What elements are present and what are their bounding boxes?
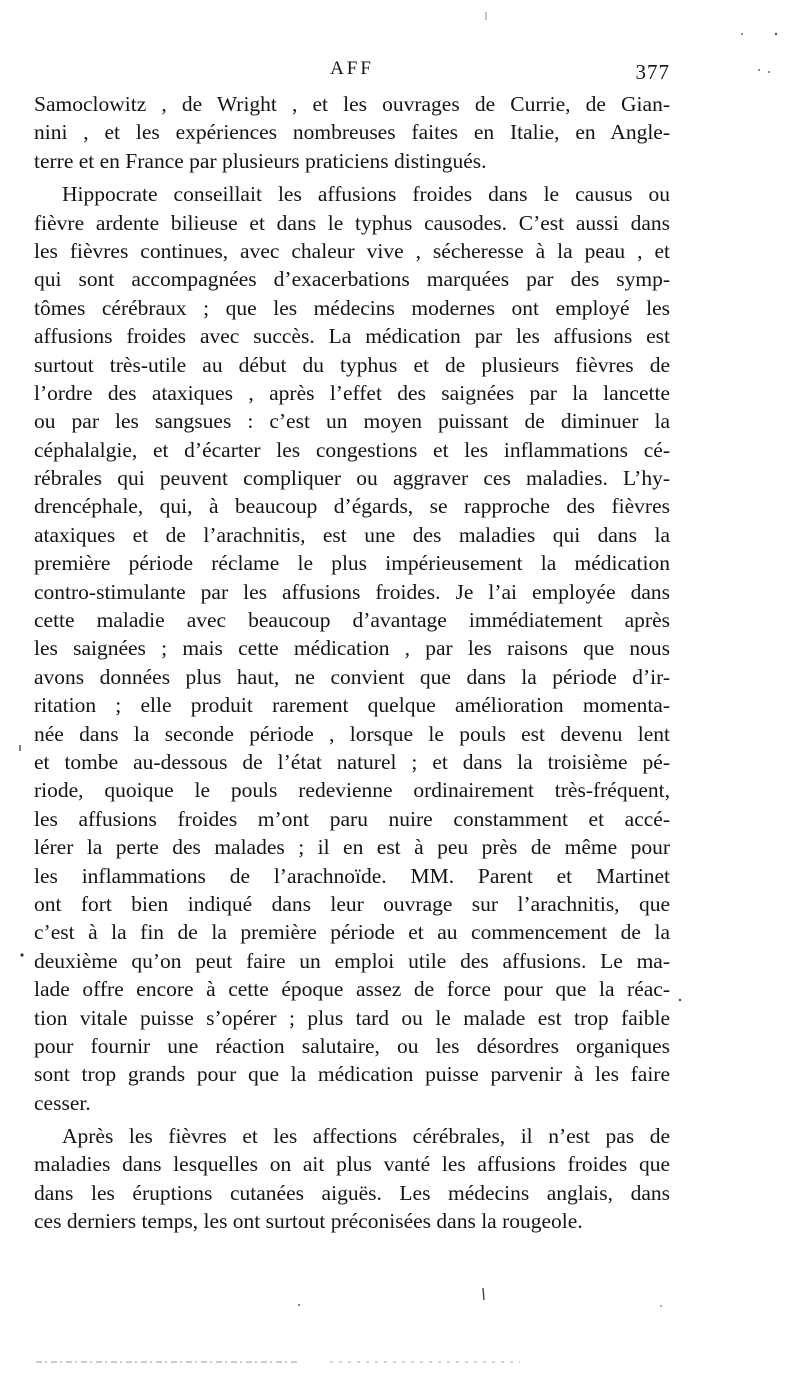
speck bbox=[741, 33, 743, 35]
text-line: et tombe au-dessous de l’état naturel ; et dans la troisième pé- bbox=[34, 749, 670, 774]
text-line: cette maladie avec beaucoup d’avantage immédiatement après bbox=[34, 608, 670, 633]
text-line: céphalalgie, et d’écarter les congestions et les inflammations cé- bbox=[34, 437, 670, 462]
text-line: fièvre ardente bilieuse et dans le typhus causodes. C’est aussi dans bbox=[34, 210, 670, 235]
text-line: qui sont accompagnées d’exacerbations marquées par des symp- bbox=[34, 267, 670, 292]
text-line: affusions froides avec succès. La médication par les affusions est bbox=[34, 324, 670, 349]
text-line: pour fournir une réaction salutaire, ou les désordres organiques bbox=[34, 1033, 670, 1058]
text-line: c’est à la fin de la première période et au commencement de la bbox=[34, 920, 670, 945]
text-line: lade offre encore à cette époque assez de force pour que la réac- bbox=[34, 977, 670, 1002]
text-line: ataxiques et de l’arachnitis, est une des maladies qui dans la bbox=[34, 522, 670, 547]
text-line: deuxième qu’on peut faire un emploi utile des affusions. Le ma- bbox=[34, 948, 670, 973]
text-line: les affusions froides m’ont paru nuire constamment et accé- bbox=[34, 806, 670, 831]
speck bbox=[775, 33, 777, 35]
paragraph bbox=[34, 1122, 670, 1236]
text-line: Hippocrate conseillait les affusions froides dans le causus ou bbox=[62, 182, 670, 207]
speck bbox=[660, 1305, 662, 1307]
text-line: dans les éruptions cutanées aiguës. Les médecins anglais, dans bbox=[34, 1180, 670, 1205]
speck bbox=[483, 1288, 484, 1300]
text-line: surtout très-utile au début du typhus et de plusieurs fièvres de bbox=[34, 352, 670, 377]
paragraph bbox=[34, 180, 670, 1117]
text-line: ont fort bien indiqué dans leur ouvrage sur l’arachnitis, que bbox=[34, 891, 670, 916]
text-line: née dans la seconde période , lorsque le pouls est devenu lent bbox=[34, 721, 670, 746]
text-line: première période réclame le plus impérieusement la médication bbox=[34, 551, 670, 576]
speck bbox=[758, 69, 760, 71]
speck bbox=[298, 1304, 300, 1306]
text-line: avons données plus haut, ne convient que dans la période d’ir- bbox=[34, 664, 670, 689]
speck bbox=[679, 999, 681, 1001]
text-line: maladies dans lesquelles on ait plus vanté les affusions froides que bbox=[34, 1152, 670, 1177]
page-number: 377 bbox=[635, 60, 670, 84]
text-line: tion vitale puisse s’opérer ; plus tard ou le malade est trop faible bbox=[34, 1005, 670, 1030]
text-line: Samoclowitz , de Wright , et les ouvrages de Currie, de Gian- bbox=[34, 92, 670, 116]
text-line: ou par les sangsues : c’est un moyen puissant de diminuer la bbox=[34, 409, 670, 434]
body-text bbox=[34, 90, 670, 1236]
paragraph bbox=[34, 90, 670, 175]
text-line: les inflammations de l’arachnoïde. MM. Parent et Martinet bbox=[34, 863, 670, 888]
text-line: cesser. bbox=[34, 1090, 91, 1115]
text-line: ces derniers temps, les ont surtout préconisées dans la rougeole. bbox=[34, 1209, 583, 1234]
running-title: AFF bbox=[330, 58, 374, 79]
text-line: les fièvres continues, avec chaleur vive , sécheresse à la peau , et bbox=[34, 238, 670, 263]
text-line: riode, quoique le pouls redevienne ordinairement très-fréquent, bbox=[34, 778, 670, 803]
text-line: drencéphale, qui, à beaucoup d’égards, se rapproche des fièvres bbox=[34, 494, 670, 519]
text-line: ritation ; elle produit rarement quelque amélioration momenta- bbox=[34, 693, 670, 718]
text-line: rébrales qui peuvent compliquer ou aggraver ces maladies. L’hy- bbox=[34, 466, 670, 491]
running-head bbox=[34, 58, 670, 88]
text-line: terre et en France par plusieurs praticiens distingués. bbox=[34, 148, 487, 173]
speck bbox=[20, 953, 23, 956]
text-line: sont trop grands pour que la médication puisse parvenir à les faire bbox=[34, 1062, 670, 1087]
text-line: les saignées ; mais cette médication , par les raisons que nous bbox=[34, 636, 670, 661]
text-line: lérer la perte des malades ; il en est à peu près de même pour bbox=[34, 835, 670, 860]
text-line: tômes cérébraux ; que les médecins modernes ont employé les bbox=[34, 295, 670, 320]
text-line: Après les fièvres et les affections cérébrales, il n’est pas de bbox=[62, 1124, 670, 1149]
text-line: nini , et les expériences nombreuses faites en Italie, en Angle- bbox=[34, 120, 670, 145]
text-line: contro-stimulante par les affusions froides. Je l’ai employée dans bbox=[34, 579, 670, 604]
speck bbox=[768, 71, 770, 73]
text-line: l’ordre des ataxiques , après l’effet des saignées par la lancette bbox=[34, 380, 670, 405]
